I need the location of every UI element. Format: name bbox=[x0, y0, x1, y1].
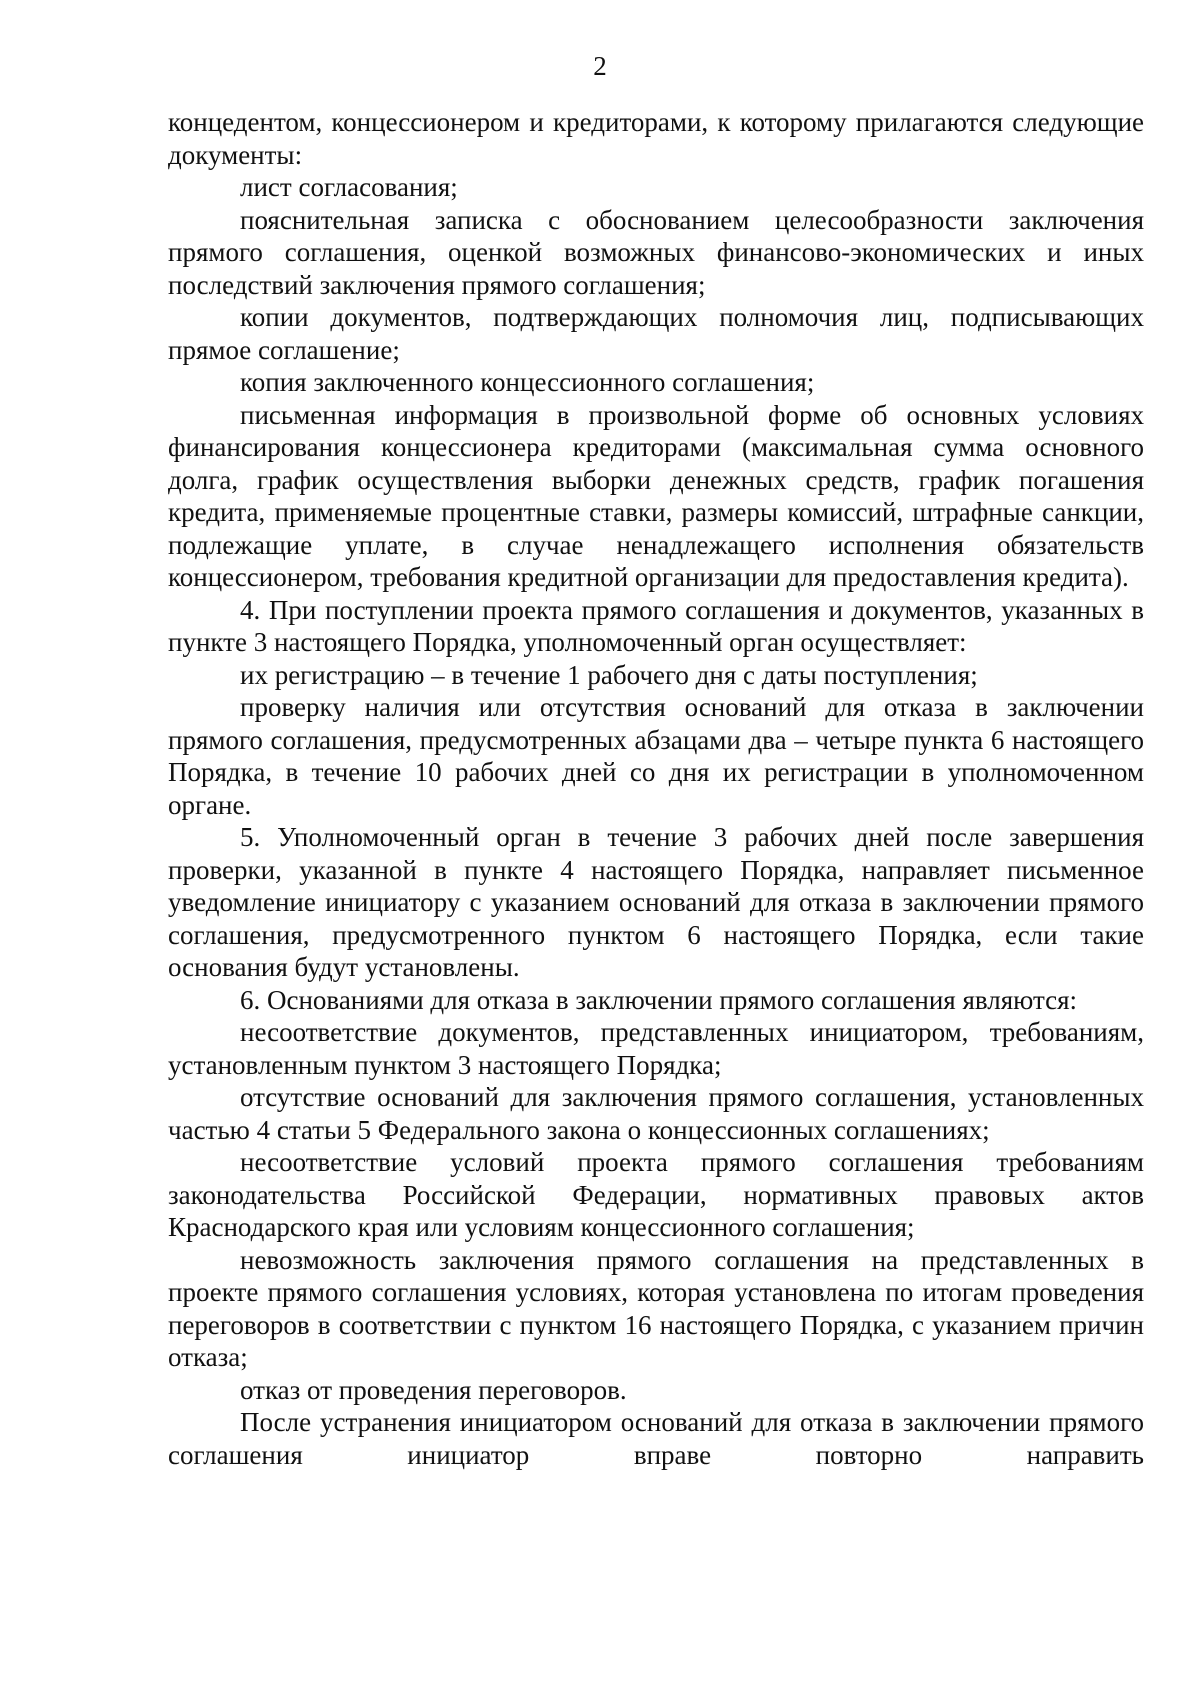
clause-6-item-noncompliance: несоответствие условий проекта прямого соглашения требованиям законодательства Российской Федерации, нормативных правовых актов Краснодарского края или условиям концессионного соглашения; bbox=[168, 1147, 1144, 1242]
list-item-explanatory-note: пояснительная записка с обоснованием целесообразности заключения прямого соглашения, оценкой возможных финансово-экономических и иных последствий заключения прямого соглашения; bbox=[168, 204, 1144, 300]
clause-6-item-impossibility: невозможность заключения прямого соглашения на представленных в проекте прямого соглашения условиях, которая установлена по итогам проведения переговоров в соответствии с пунктом 16 настоящего Порядка, с указанием причин отказа; bbox=[168, 1244, 1144, 1372]
paragraph-after-elimination: После устранения инициатором оснований для отказа в заключении прямого соглашения инициатор вправе повторно направить bbox=[168, 1407, 1144, 1470]
list-item-approval-sheet: лист согласования; bbox=[240, 172, 458, 202]
clause-6-item-no-grounds: отсутствие оснований для заключения прямого соглашения, установленных частью 4 статьи 5 Федерального закона о концессионных соглашениях; bbox=[168, 1082, 1144, 1145]
clause-6-item-refusal: отказ от проведения переговоров. bbox=[240, 1374, 627, 1405]
page-number: 2 bbox=[593, 51, 607, 81]
list-item-concession-copy: копия заключенного концессионного соглашения; bbox=[240, 367, 815, 397]
clause-4-registration: их регистрацию – в течение 1 рабочего дня с даты поступления; bbox=[240, 659, 978, 690]
list-item-authority-copies: копии документов, подтверждающих полномочия лиц, подписывающих прямое соглашение; bbox=[168, 302, 1144, 365]
clause-5: 5. Уполномоченный орган в течение 3 рабочих дней после завершения проверки, указанной в пункте 4 настоящего Порядка, направляет письменное уведомление инициатору с указанием оснований для отказа в заключении прямого соглашения, предусмотренного пунктом 6 настоящего Порядка, если такие основания будут установлены. bbox=[168, 822, 1144, 982]
clause-6: 6. Основаниями для отказа в заключении прямого соглашения являются: bbox=[240, 984, 1078, 1015]
clause-4-verification: проверку наличия или отсутствия оснований для отказа в заключении прямого соглашения, предусмотренных абзацами два – четыре пункта 6 настоящего Порядка, в течение 10 рабочих дней со дня их регистрации в уполномоченном органе. bbox=[168, 692, 1144, 820]
list-item-financing-info: письменная информация в произвольной форме об основных условиях финансирования концессионера кредиторами (максимальная сумма основного долга, график осуществления выборки денежных средств, график погашения кредита, применяемые процентные ставки, размеры комиссий, штрафные санкции, подлежащие уплате, в случае ненадлежащего исполнения обязательств концессионером, требования кредитной организации для предоставления кредита). bbox=[168, 399, 1144, 592]
clause-6-item-documents: несоответствие документов, представленных инициатором, требованиям, установленным пунктом 3 настоящего Порядка; bbox=[168, 1017, 1144, 1080]
clause-4: 4. При поступлении проекта прямого соглашения и документов, указанных в пункте 3 настоящего Порядка, уполномоченный орган осуществляет: bbox=[168, 594, 1144, 657]
paragraph-continuation: концедентом, концессионером и кредиторами, к которому прилагаются следующие документы: bbox=[168, 107, 1144, 170]
document-body bbox=[168, 106, 1144, 1471]
